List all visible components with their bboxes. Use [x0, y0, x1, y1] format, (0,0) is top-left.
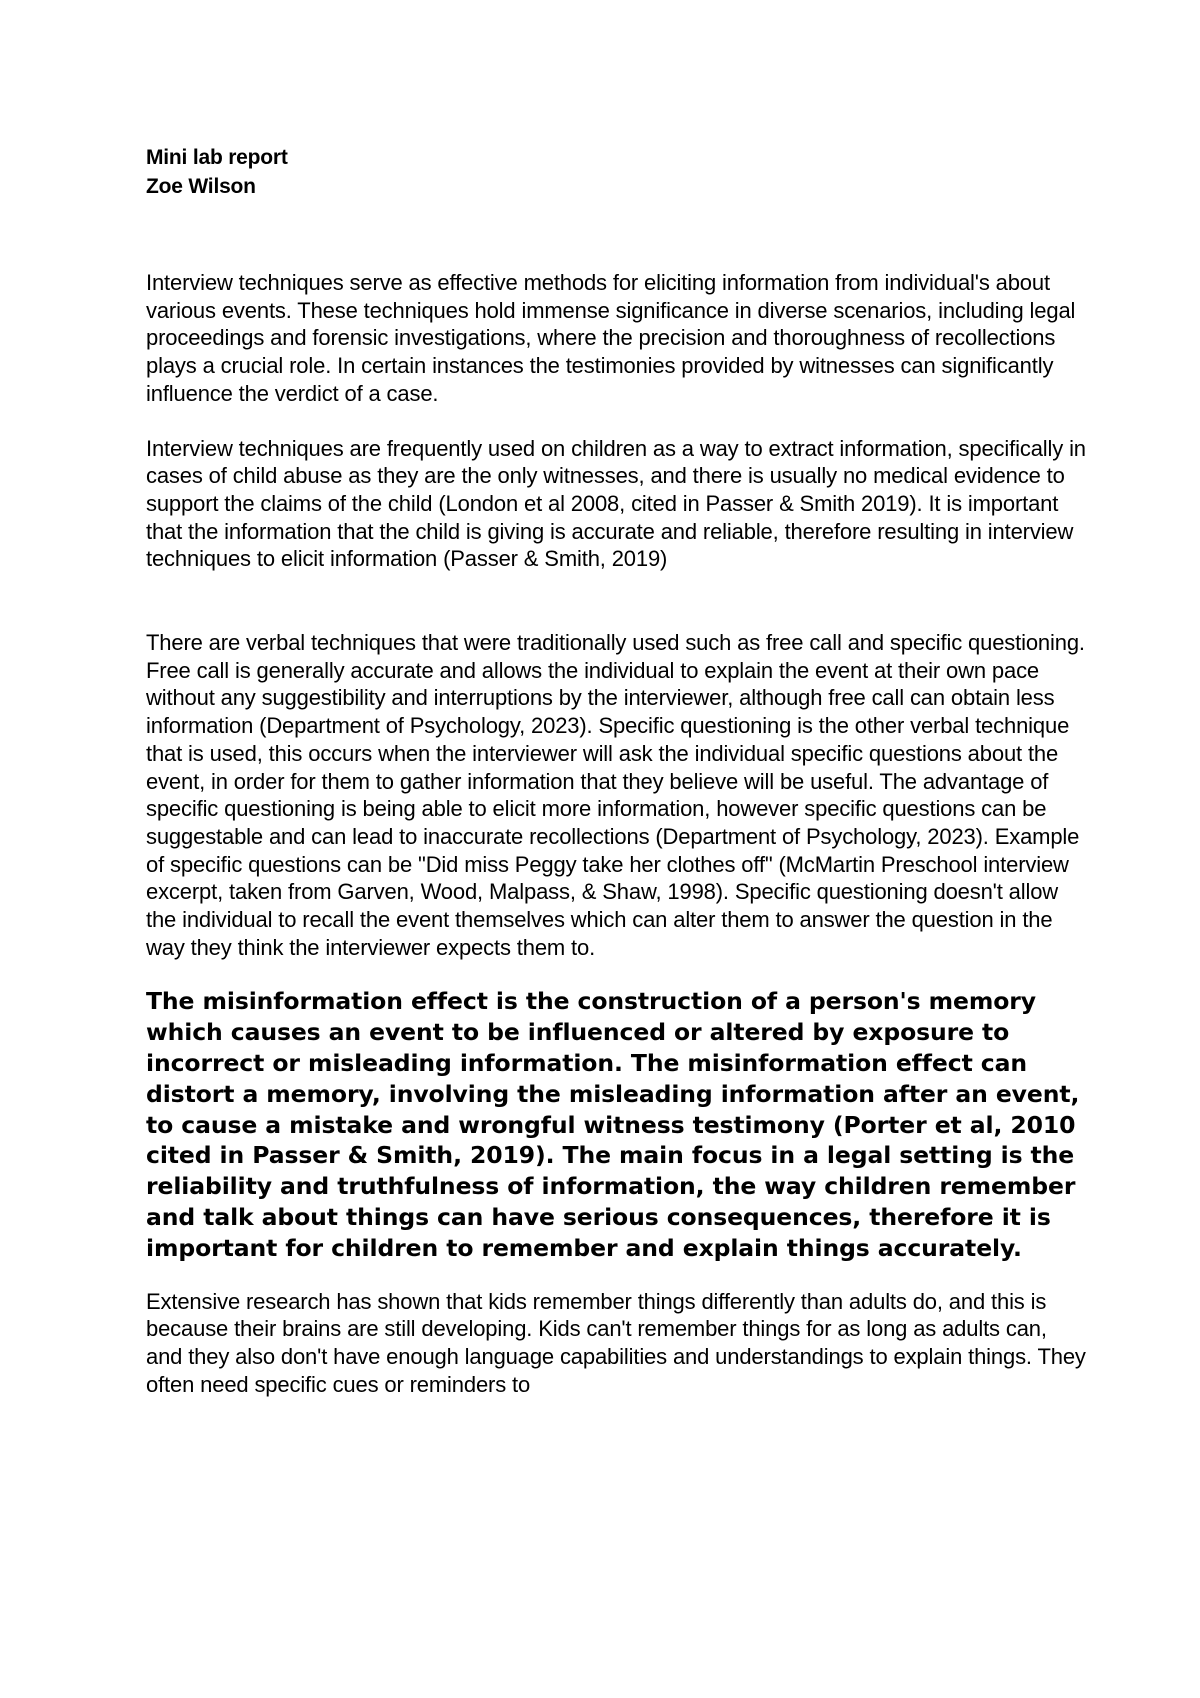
paragraph-children-interviews: Interview techniques are frequently used on children as a way to extract information, specifically in cases of child abuse as they are the only witnesses, and there is usually no medical evidence to support the claims of the child (London et al 2008, cited in Passer & Smith 2019). It is important that the information that the child is giving is accurate and reliable, therefore resulting in interview techniques to elicit information (Passer & Smith, 2019): [146, 435, 1086, 572]
paragraph-children-memory-research: Extensive research has shown that kids remember things differently than adults do, and this is because their brains are still developing. Kids can't remember things for as long as adults can, and they also don't have enough language capabilities and understandings to explain things. They often need specific cues or reminders to: [146, 1288, 1086, 1397]
paragraph-misinformation-effect: The misinformation effect is the construction of a person's memory which causes an event to be influenced or altered by exposure to incorrect or misleading information. The misinformation effect can distort a memory, involving the misleading information after an event, to cause a mistake and wrongful witness testimony (Porter et al, 2010 cited in Passer & Smith, 2019). The main focus in a legal setting is the reliability and truthfulness of information, the way children remember and talk about things can have serious consequences, therefore it is important for children to remember and explain things accurately.: [146, 987, 1080, 1262]
document-author: Zoe Wilson: [146, 175, 256, 198]
document-header: [146, 143, 1086, 201]
document-title: Mini lab report: [146, 146, 288, 169]
paragraph-verbal-techniques: There are verbal techniques that were traditionally used such as free call and specific questioning. Free call is generally accurate and allows the individual to explain the event at their own pace without any suggestibility and interruptions by the interviewer, although free call can obtain less information (Department of Psychology, 2023). Specific questioning is the other verbal technique that is used, this occurs when the interviewer will ask the individual specific questions about the event, in order for them to gather information that they believe will be useful. The advantage of specific questioning is being able to elicit more information, however specific questions can be suggestable and can lead to inaccurate recollections (Department of Psychology, 2023). Example of specific questions can be "Did miss Peggy take her clothes off" (McMartin Preschool interview excerpt, taken from Garven, Wood, Malpass, & Shaw, 1998). Specific questioning doesn't allow the individual to recall the event themselves which can alter them to answer the question in the way they think the interviewer expects them to.: [146, 630, 1085, 960]
paragraph-interview-techniques-intro: Interview techniques serve as effective methods for eliciting information from individual's about various events. These techniques hold immense significance in diverse scenarios, including legal proceedings and forensic investigations, where the precision and thoroughness of recollections plays a crucial role. In certain instances the testimonies provided by witnesses can significantly influence the verdict of a case.: [146, 270, 1076, 406]
document-page: [146, 143, 1086, 1398]
